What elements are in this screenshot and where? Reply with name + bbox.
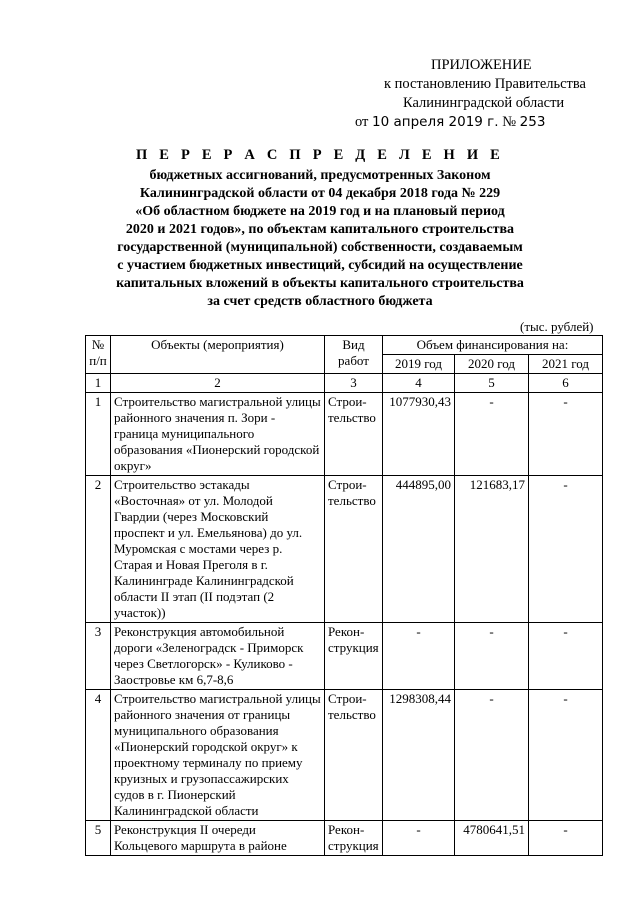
row-value-2021: - — [529, 821, 603, 856]
title-line: «Об областном бюджете на 2019 год и на плановый период — [135, 204, 505, 219]
appendix-date: 10 апреля 2019 г. — [372, 114, 499, 130]
table-row — [86, 821, 603, 856]
table-row — [86, 476, 603, 623]
row-value-2021: - — [529, 690, 603, 821]
title-line: за счет средств областного бюджета — [207, 294, 433, 309]
row-object: Строительство эстакады «Восточная» от ул. Молодой Гвардии (через Московский проспект и ул. Емельянова) до ул. Муромская с мостами через р. Старая и Новая Преголя в г. Калининграде Калининградской области II этап (II подэтап (2 участок)) — [111, 476, 325, 623]
title-line: 2020 и 2021 годов», по объектам капитального строительства — [125, 222, 515, 237]
row-value-2020: - — [455, 690, 529, 821]
appendix-number: 253 — [519, 114, 546, 130]
title-line: государственной (муниципальной) собственности, создаваемым — [117, 240, 523, 255]
table-row — [86, 393, 603, 476]
row-value-2021: - — [529, 393, 603, 476]
appendix-block — [330, 56, 630, 132]
col-header-funding: Объем финансирования на: — [383, 336, 603, 355]
column-index: 3 — [325, 374, 383, 393]
document-title — [70, 146, 570, 311]
col-header-2021: 2021 год — [529, 355, 603, 374]
row-number: 2 — [86, 476, 111, 623]
title-heading: П Е Р Е Р А С П Р Е Д Е Л Е Н И Е — [135, 147, 505, 163]
column-index: 4 — [383, 374, 455, 393]
row-object: Реконструкция автомобильной дороги «Зеленоградск - Приморск через Светлогорск» - Куликово - Заостровье км 6,7-8,6 — [111, 623, 325, 690]
row-number: 3 — [86, 623, 111, 690]
header-row — [86, 336, 603, 355]
column-index: 5 — [455, 374, 529, 393]
appendix-title: ПРИЛОЖЕНИЕ — [431, 57, 532, 73]
column-index-row — [86, 374, 603, 393]
column-index: 1 — [86, 374, 111, 393]
title-line: капитальных вложений в объекты капитального строительства — [116, 276, 524, 291]
title-line: с участием бюджетных инвестиций, субсидий на осуществление — [117, 258, 523, 273]
table-row — [86, 690, 603, 821]
appendix-number-label: № — [502, 114, 517, 130]
col-header-objects: Объекты (мероприятия) — [111, 336, 325, 374]
row-number: 5 — [86, 821, 111, 856]
appendix-region: Калининградской области — [403, 95, 565, 111]
row-value-2021: - — [529, 623, 603, 690]
row-value-2021: - — [529, 476, 603, 623]
column-index: 2 — [111, 374, 325, 393]
row-value-2019: - — [383, 821, 455, 856]
row-number: 1 — [86, 393, 111, 476]
row-value-2020: - — [455, 393, 529, 476]
row-value-2020: 121683,17 — [455, 476, 529, 623]
row-value-2019: 444895,00 — [383, 476, 455, 623]
row-value-2020: - — [455, 623, 529, 690]
row-object: Реконструкция II очереди Кольцевого маршрута в районе — [111, 821, 325, 856]
row-value-2019: 1298308,44 — [383, 690, 455, 821]
col-header-2019: 2019 год — [383, 355, 455, 374]
units-label: (тыс. рублей) — [520, 319, 594, 334]
appendix-decree: к постановлению Правительства — [384, 76, 586, 92]
row-work-type: Рекон-струкция — [325, 623, 383, 690]
table-row — [86, 623, 603, 690]
col-header-num: № п/п — [86, 336, 111, 374]
appendix-date-line — [330, 113, 630, 132]
allocation-table — [85, 335, 603, 856]
row-work-type: Строи-тельство — [325, 393, 383, 476]
row-value-2019: - — [383, 623, 455, 690]
title-line: бюджетных ассигнований, предусмотренных Законом — [149, 168, 491, 183]
row-object: Строительство магистральной улицы районного значения п. Зори - граница муниципального образования «Пионерский городской округ» — [111, 393, 325, 476]
title-line: Калининградской области от 04 декабря 2018 года № 229 — [139, 186, 501, 201]
col-header-type: Вид работ — [325, 336, 383, 374]
row-work-type: Строи-тельство — [325, 476, 383, 623]
row-work-type: Рекон-струкция — [325, 821, 383, 856]
row-work-type: Строи-тельство — [325, 690, 383, 821]
row-object: Строительство магистральной улицы районного значения от границы муниципального образования «Пионерский городской округ» к проектному терминалу по приему круизных и грузопассажирских судов в г. Пионерский Калининградской области — [111, 690, 325, 821]
column-index: 6 — [529, 374, 603, 393]
row-value-2020: 4780641,51 — [455, 821, 529, 856]
row-number: 4 — [86, 690, 111, 821]
appendix-date-prefix: от — [355, 114, 369, 130]
row-value-2019: 1077930,43 — [383, 393, 455, 476]
col-header-2020: 2020 год — [455, 355, 529, 374]
